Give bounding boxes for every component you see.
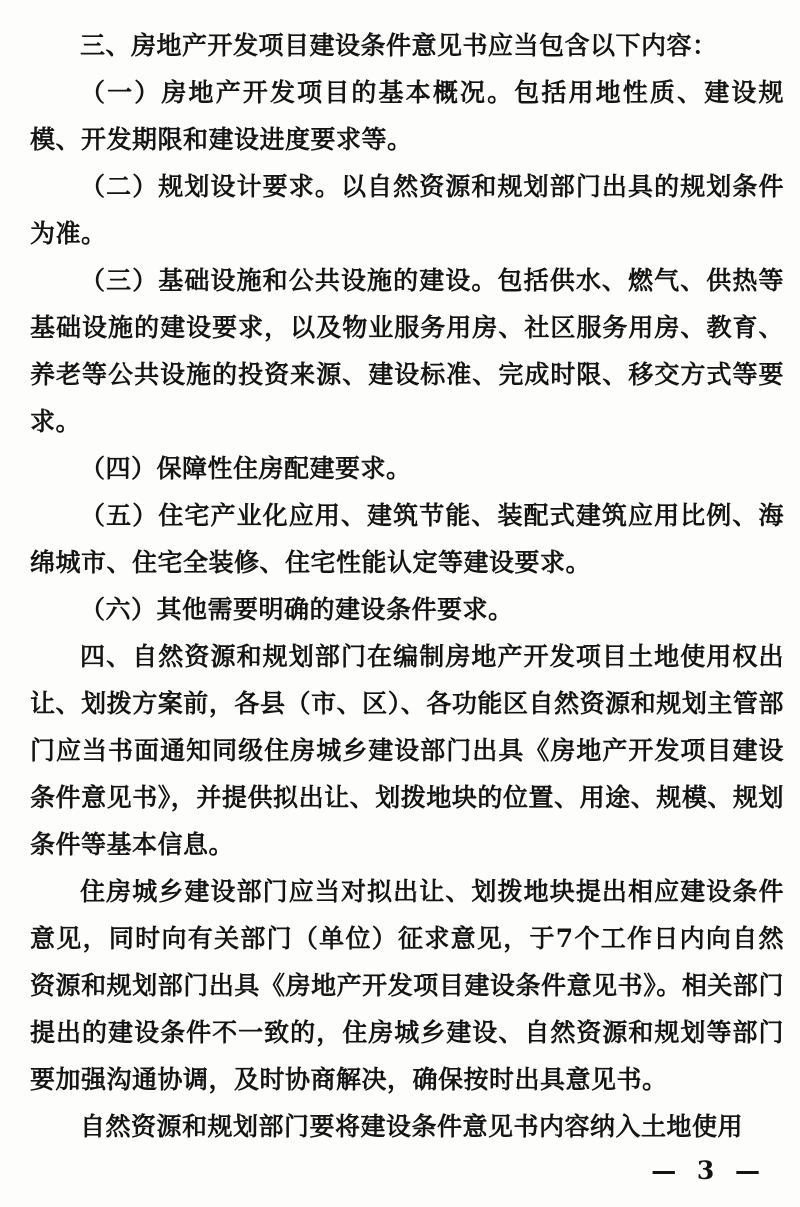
paragraph-item-3-6: （六）其他需要明确的建设条件要求。 [80, 595, 514, 624]
paragraph-item-4-heading: 四、自然资源和规划部门在编制房地产开发项目土地使用权出让、划拨方案前，各县（市、区）、各功能区自然资源和规划主管部门应当书面通知同级住房城乡建设部门出具《房地产开发项目建设条件意见书》，并提供拟出让、划拨地块的位置、用途、规模、规划条件等基本信息。 [30, 642, 784, 859]
paragraph-item-4-body: 住房城乡建设部门应当对拟出让、划拨地块提出相应建设条件意见，同时向有关部门（单位）征求意见，于7个工作日内向自然资源和规划部门出具《房地产开发项目建设条件意见书》。相关部门提出的建设条件不一致的，住房城乡建设、自然资源和规划等部门要加强沟通协调，及时协商解决，确保按时出具意见书。 [30, 877, 784, 1094]
paragraph-item-3-3: （三）基础设施和公共设施的建设。包括供水、燃气、供热等基础设施的建设要求，以及物业服务用房、社区服务用房、教育、养老等公共设施的投资来源、建设标准、完成时限、移交方式等要求。 [30, 266, 784, 436]
page-number: — 3 — [651, 1156, 766, 1185]
document-body [30, 22, 784, 1150]
paragraph-item-3-2: （二）规划设计要求。以自然资源和规划部门出具的规划条件为准。 [30, 172, 784, 248]
paragraph-item-3-5: （五）住宅产业化应用、建筑节能、装配式建筑应用比例、海绵城市、住宅全装修、住宅性能认定等建设要求。 [30, 501, 784, 577]
paragraph-item-3-heading: 三、房地产开发项目建设条件意见书应当包含以下内容： [80, 31, 718, 60]
paragraph-item-4-continuation: 自然资源和规划部门要将建设条件意见书内容纳入土地使用 [80, 1112, 744, 1141]
paragraph-item-3-4: （四）保障性住房配建要求。 [80, 454, 412, 483]
paragraph-item-3-1: （一）房地产开发项目的基本概况。包括用地性质、建设规模、开发期限和建设进度要求等。 [30, 78, 784, 154]
